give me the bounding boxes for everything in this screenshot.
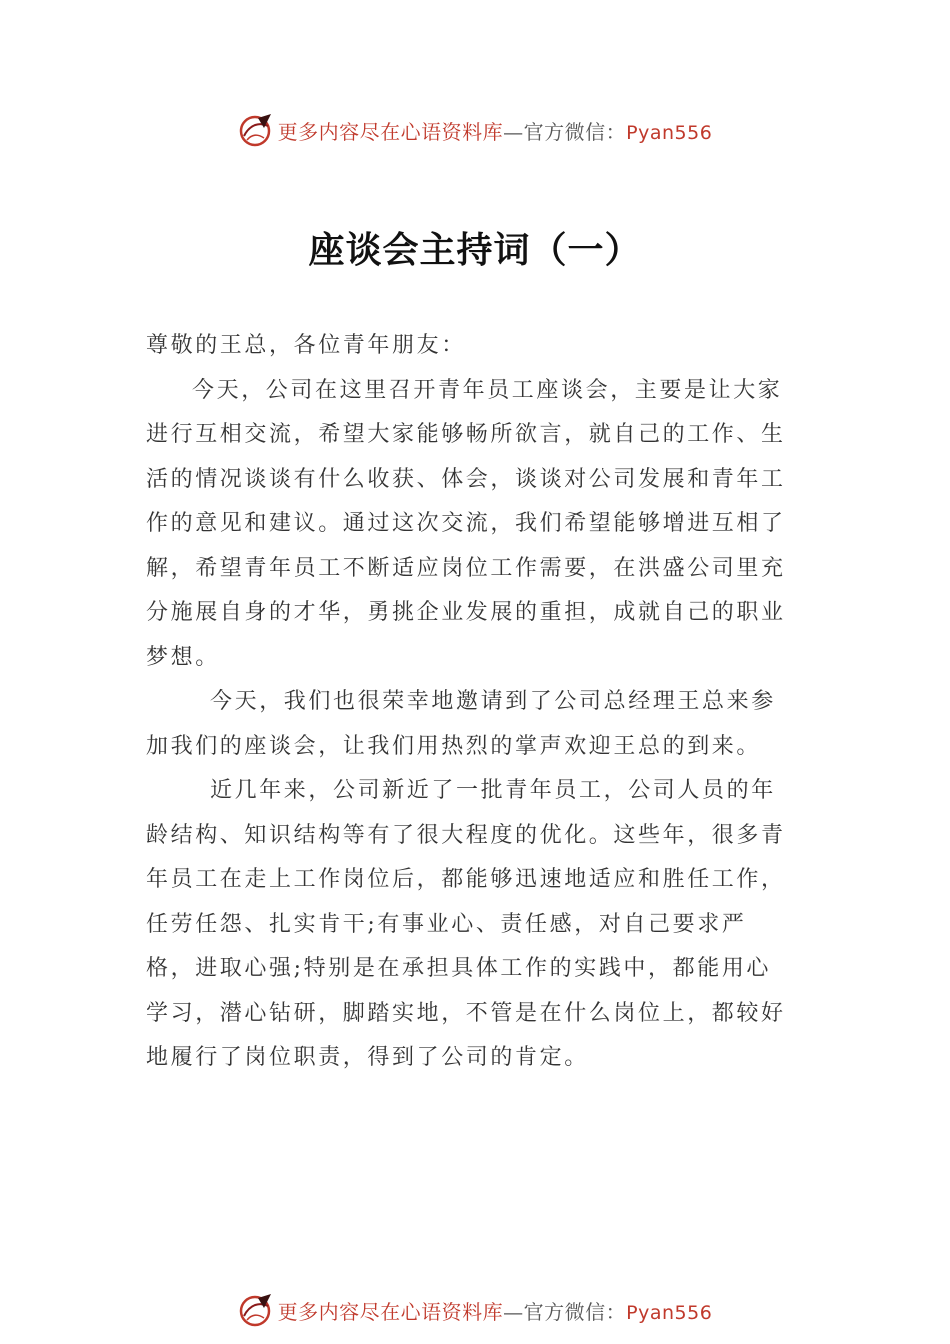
paragraph-2: 今天，我们也很荣幸地邀请到了公司总经理王总来参加我们的座谈会，让我们用热烈的掌声欢迎王总的到来。	[146, 689, 776, 759]
pen-swirl-logo-icon	[238, 112, 274, 148]
banner-site-name: 更多内容尽在心语资料库	[277, 119, 504, 144]
paragraph-1: 今天，公司在这里召开青年员工座谈会，主要是让大家进行互相交流，希望大家能够畅所欲言，就自己的工作、生活的情况谈谈有什么收获、体会，谈谈对公司发展和青年工作的意见和建议。通过这次交流，我们希望能够增进互相了解，希望青年员工不断适应岗位工作需要，在洪盛公司里充分施展自身的才华，勇挑企业发展的重担，成就自己的职业梦想。	[146, 377, 786, 670]
banner-wechat-label: 官方微信：	[523, 1299, 627, 1324]
salutation: 尊敬的王总，各位青年朋友：	[146, 333, 466, 358]
banner-wechat-label: 官方微信：	[523, 119, 627, 144]
footer-banner	[0, 1290, 950, 1330]
banner-site-name: 更多内容尽在心语资料库	[277, 1299, 504, 1324]
banner-dash: —	[503, 1299, 524, 1324]
banner-text	[278, 116, 713, 145]
banner-text	[278, 1296, 713, 1325]
banner-wechat-id: Pyan556	[626, 1301, 713, 1324]
document-body	[146, 324, 786, 1081]
paragraph-3: 近几年来，公司新近了一批青年员工，公司人员的年龄结构、知识结构等有了很大程度的优化。这些年，很多青年员工在走上工作岗位后，都能够迅速地适应和胜任工作，任劳任怨、扎实肯干;有事业心、责任感，对自己要求严格，进取心强;特别是在承担具体工作的实践中，都能用心学习，潜心钻研，脚踏实地，不管是在什么岗位上，都较好地履行了岗位职责，得到了公司的肯定。	[146, 778, 786, 1070]
banner-dash: —	[503, 119, 524, 144]
pen-swirl-logo-icon	[238, 1292, 274, 1328]
header-banner	[0, 110, 950, 150]
document-title: 座谈会主持词（一）	[308, 229, 642, 271]
banner-wechat-id: Pyan556	[626, 121, 713, 144]
